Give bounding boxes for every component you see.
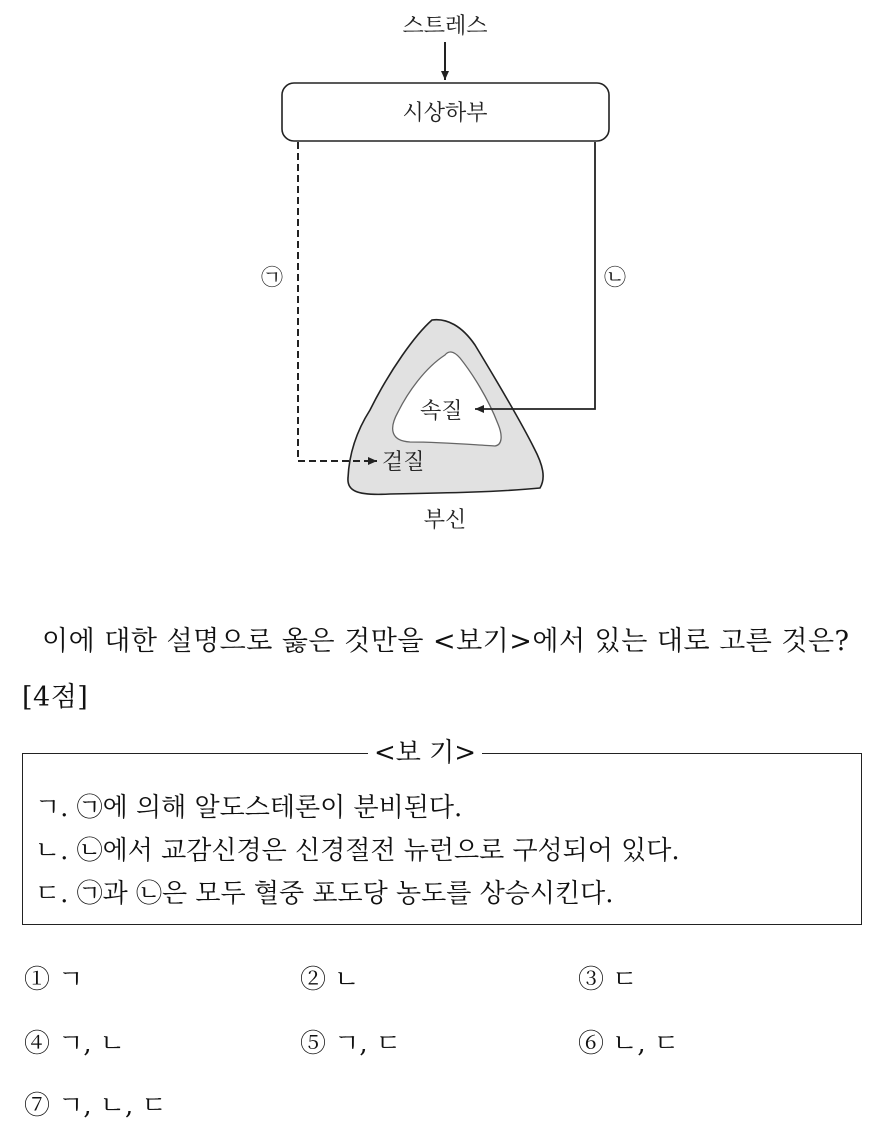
bogi-box	[22, 738, 862, 925]
path-b-solid-line	[475, 142, 595, 409]
choice-3[interactable]: ③ ㄷ	[578, 965, 638, 995]
adrenal-stress-diagram	[0, 0, 890, 560]
bogi-title: <보 기>	[368, 734, 482, 772]
medulla-label: 속질	[420, 399, 463, 424]
question-text	[22, 614, 867, 726]
choice-7[interactable]: ⑦ ㄱ, ㄴ, ㄷ	[24, 1091, 167, 1121]
choice-6[interactable]: ⑥ ㄴ, ㄷ	[578, 1029, 680, 1059]
path-a-marker: ㉠	[260, 266, 284, 291]
path-a-dashed-line	[298, 142, 377, 461]
bogi-item-b: ㄴ. ㉡에서 교감신경은 신경절전 뉴런으로 구성되어 있다.	[35, 836, 680, 866]
choice-2[interactable]: ② ㄴ	[300, 965, 360, 995]
choice-1[interactable]: ① ㄱ	[24, 965, 84, 995]
stress-label: 스트레스	[402, 14, 488, 39]
bogi-item-a: ㄱ. ㉠에 의해 알도스테론이 분비된다.	[35, 793, 463, 823]
choice-5[interactable]: ⑤ ㄱ, ㄷ	[300, 1029, 402, 1059]
bogi-item-c: ㄷ. ㉠과 ㉡은 모두 혈중 포도당 농도를 상승시킨다.	[35, 879, 614, 909]
cortex-label: 겉질	[382, 450, 425, 475]
choice-4[interactable]: ④ ㄱ, ㄴ	[24, 1029, 126, 1059]
question-stem: 이에 대한 설명으로 옳은 것만을 <보기>에서 있는 대로 고른 것은? [4점]	[22, 626, 850, 713]
adrenal-label: 부신	[423, 508, 467, 533]
path-b-marker: ㉡	[603, 266, 627, 291]
hypothalamus-label: 시상하부	[402, 101, 488, 126]
